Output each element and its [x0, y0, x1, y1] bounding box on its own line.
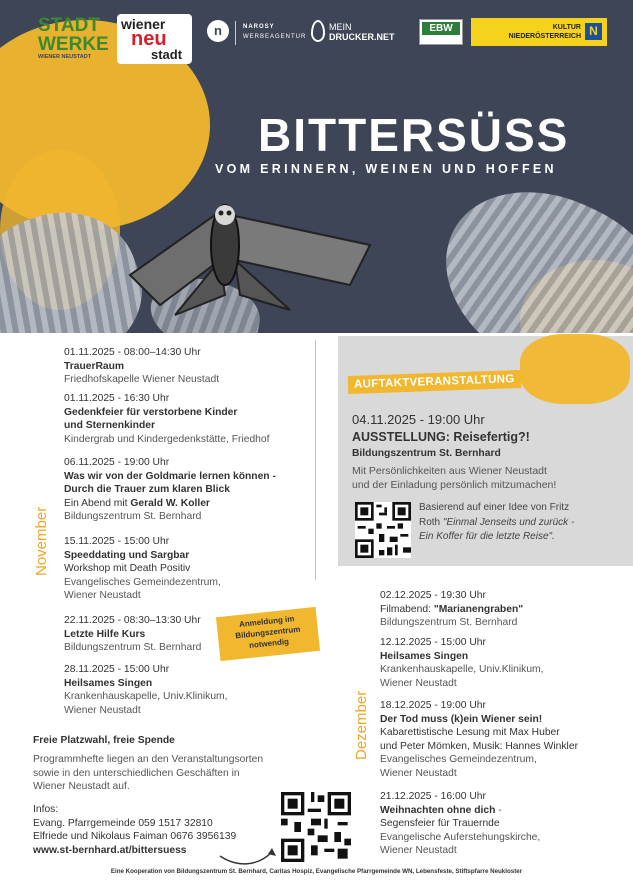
- event-title: Gedenkfeier für verstorbene Kinder: [64, 406, 238, 418]
- event-location: Wiener Neustadt: [380, 677, 457, 689]
- logo-text: WERKE: [38, 34, 109, 55]
- event-title: "Marianengraben": [433, 603, 524, 615]
- event-date: 12.12.2025 - 15:00 Uhr: [380, 637, 486, 648]
- event-item: [380, 790, 540, 858]
- auftakt-idea-line: Basierend auf einer Idee von Fritz: [419, 502, 570, 513]
- event-location: Evangelisches Gemeindezentrum,: [380, 754, 537, 766]
- auftakt-badge: AUFTAKTVERANSTALTUNG: [348, 370, 521, 394]
- event-date: 01.11.2025 - 08:00–14:30 Uhr: [64, 347, 201, 358]
- event-item: [64, 663, 228, 717]
- wiener-neustadt-logo: [117, 14, 192, 64]
- auftakt-desc-line: Mit Persönlichkeiten aus Wiener Neustadt: [352, 465, 547, 477]
- registration-note: [216, 607, 320, 661]
- qr-code-icon: [281, 792, 351, 862]
- logo-text: NAROSY: [243, 24, 275, 30]
- event-item: [380, 589, 523, 630]
- event-subtitle: und Peter Mömken, Musik: Hannes Winkler: [380, 740, 579, 752]
- event-title: Heilsames Singen: [64, 677, 153, 689]
- logo-text: KULTUR: [552, 24, 581, 31]
- auftakt-place: Bildungszentrum St. Bernhard: [352, 448, 501, 459]
- event-title: Weihnachten ohne dich: [380, 804, 496, 816]
- note-text: Bildungszentrum: [234, 624, 301, 641]
- event-date: 22.11.2025 - 08:30–13:30 Uhr: [64, 615, 201, 626]
- moth-illustration: [120, 175, 380, 325]
- logo-text: wiener: [121, 16, 166, 32]
- event-date: 21.12.2025 - 16:00 Uhr: [380, 791, 486, 802]
- event-title: Durch die Trauer zum klaren Blick: [64, 484, 230, 496]
- meindrucker-logo: [329, 22, 395, 42]
- logo-text: WERBEAGENTUR: [243, 34, 307, 40]
- auftakt-title: AUSSTELLUNG: Reisefertig?!: [352, 430, 530, 444]
- leaf-right: [415, 159, 633, 333]
- event-item: [380, 636, 544, 690]
- logo-text: DRUCKER.NET: [329, 32, 395, 42]
- auftakt-qr-code[interactable]: [355, 502, 411, 558]
- event-location: Friedhofskapelle Wiener Neustadt: [64, 374, 220, 386]
- noe-icon: N: [585, 23, 602, 40]
- event-title: Was wir von der Goldmarie lernen können -: [64, 470, 276, 482]
- free-seating: Freie Platzwahl, freie Spende: [33, 735, 175, 746]
- narosy-logo: [243, 22, 306, 42]
- logo-text: MEIN: [329, 22, 352, 32]
- event-subtitle: Workshop mit Death Positiv: [64, 563, 191, 575]
- event-date: 01.11.2025 - 16:30 Uhr: [64, 393, 170, 404]
- ebw-logo: [419, 19, 463, 45]
- auftakt-desc-line: und der Einladung persönlich mitzumachen!: [352, 479, 557, 491]
- event-item: [64, 614, 201, 655]
- logo-text: NIEDERÖSTERREICH: [508, 33, 581, 40]
- event-subtitle: Ein Abend mit: [64, 497, 131, 509]
- event-location: Bildungszentrum St. Bernhard: [380, 617, 518, 629]
- auftakt-idea-quote: Ein Koffer für die letzte Reise".: [419, 531, 555, 542]
- event-location: Krankenhauskapelle, Univ.Klinikum,: [380, 664, 544, 676]
- event-location: Kindergrab und Kindergedenkstätte, Friedhof: [64, 433, 270, 445]
- website-link[interactable]: www.st-bernhard.at/bittersuess: [33, 844, 187, 856]
- event-location: Wiener Neustadt: [64, 704, 141, 716]
- auftakt-idea-quote: "Einmal Jenseits und zurück -: [442, 516, 575, 528]
- event-title: Letzte Hilfe Kurs: [64, 628, 146, 640]
- program-info-line: sowie in den unterschiedlichen Geschäften in: [33, 767, 240, 779]
- auftakt-idea-line: Roth: [419, 516, 443, 528]
- event-date: 02.12.2025 - 19:30 Uhr: [380, 590, 486, 601]
- auftakt-desc: [352, 464, 556, 492]
- event-item: [64, 392, 270, 446]
- column-divider: [315, 340, 316, 580]
- program-info-line: Wiener Neustadt auf.: [33, 781, 130, 793]
- event-location: Bildungszentrum St. Bernhard: [64, 642, 202, 654]
- program-info: [33, 753, 263, 794]
- event-date: 18.12.2025 - 19:00 Uhr: [380, 700, 486, 711]
- auftakt-idea: [419, 501, 574, 545]
- narosy-icon: n: [207, 20, 229, 42]
- note-text: Anmeldung im: [238, 614, 295, 629]
- event-date: 06.11.2025 - 19:00 Uhr: [64, 457, 170, 468]
- program-info-line: Programmhefte liegen an den Veranstaltungsorten: [33, 754, 264, 765]
- event-title: und Sternenkinder: [64, 420, 155, 432]
- arrow-icon: [218, 838, 278, 868]
- event-item: [64, 346, 219, 387]
- website-qr-code[interactable]: [281, 792, 351, 862]
- event-subtitle: Kabarettistische Lesung mit Max Huber: [380, 727, 560, 739]
- logo-text: stadt: [151, 47, 183, 62]
- event-item: [380, 699, 578, 781]
- kultur-noe-text: [509, 23, 581, 41]
- page-subtitle: VOM ERINNERN, WEINEN UND HOFFEN: [215, 162, 557, 176]
- event-location: Wiener Neustadt: [64, 590, 141, 602]
- sponsor-logos: [0, 0, 633, 80]
- note-text: notwendig: [248, 636, 290, 651]
- stadtwerke-logo: [38, 16, 109, 61]
- contact-info: [33, 803, 236, 857]
- event-subtitle: Filmabend:: [380, 603, 434, 615]
- page-title: BITTERSÜSS: [258, 109, 570, 161]
- qr-code-icon: [355, 502, 411, 558]
- event-item: [64, 456, 276, 524]
- event-title: Speeddating und Sargbar: [64, 549, 190, 561]
- drop-icon: [311, 20, 325, 42]
- event-location: Wiener Neustadt: [380, 767, 457, 779]
- event-subtitle: Segensfeier für Trauernde: [380, 818, 500, 830]
- footer-credits: Eine Kooperation von Bildungszentrum St. Bernhard, Caritas Hospiz, Evangelische Pfarrgemeinde WN, Lebensfeste, Stiftspfarre Neukloster: [110, 868, 523, 875]
- event-location: Krankenhauskapelle, Univ.Klinikum,: [64, 691, 228, 703]
- event-location: Evangelisches Gemeindezentrum,: [64, 576, 221, 588]
- event-location: Bildungszentrum St. Bernhard: [64, 511, 202, 523]
- auftakt-date: 04.11.2025 - 19:00 Uhr: [352, 412, 485, 427]
- event-title: Heilsames Singen: [380, 650, 469, 662]
- event-item: [64, 535, 221, 603]
- contact-label: Infos:: [33, 804, 59, 815]
- event-title: Der Tod muss (k)ein Wiener sein!: [380, 713, 543, 725]
- event-date: 28.11.2025 - 15:00 Uhr: [64, 664, 170, 675]
- event-date: 15.11.2025 - 15:00 Uhr: [64, 536, 170, 547]
- logo-divider: [235, 21, 236, 45]
- hero-banner: [0, 0, 633, 333]
- contact-line: Elfriede und Nikolaus Faiman 0676 3956139: [33, 831, 237, 843]
- logo-text: STADT: [38, 15, 100, 36]
- event-person: Gerald W. Koller: [130, 497, 210, 509]
- logo-text: EBW: [422, 22, 460, 35]
- logo-text: neu: [131, 28, 167, 50]
- yellow-splash-4: [520, 334, 630, 404]
- event-title-suffix: -: [495, 804, 502, 816]
- month-label-november: November: [33, 506, 50, 576]
- month-label-dezember: Dezember: [353, 690, 370, 760]
- event-location: Evangelische Auferstehungskirche,: [380, 831, 541, 843]
- event-title: TrauerRaum: [64, 360, 125, 372]
- contact-line: Evang. Pfarrgemeinde 059 1517 32810: [33, 817, 213, 829]
- kultur-noe-logo: [471, 18, 607, 46]
- logo-text: WIENER NEUSTADT: [38, 54, 92, 60]
- event-location: Wiener Neustadt: [380, 845, 457, 857]
